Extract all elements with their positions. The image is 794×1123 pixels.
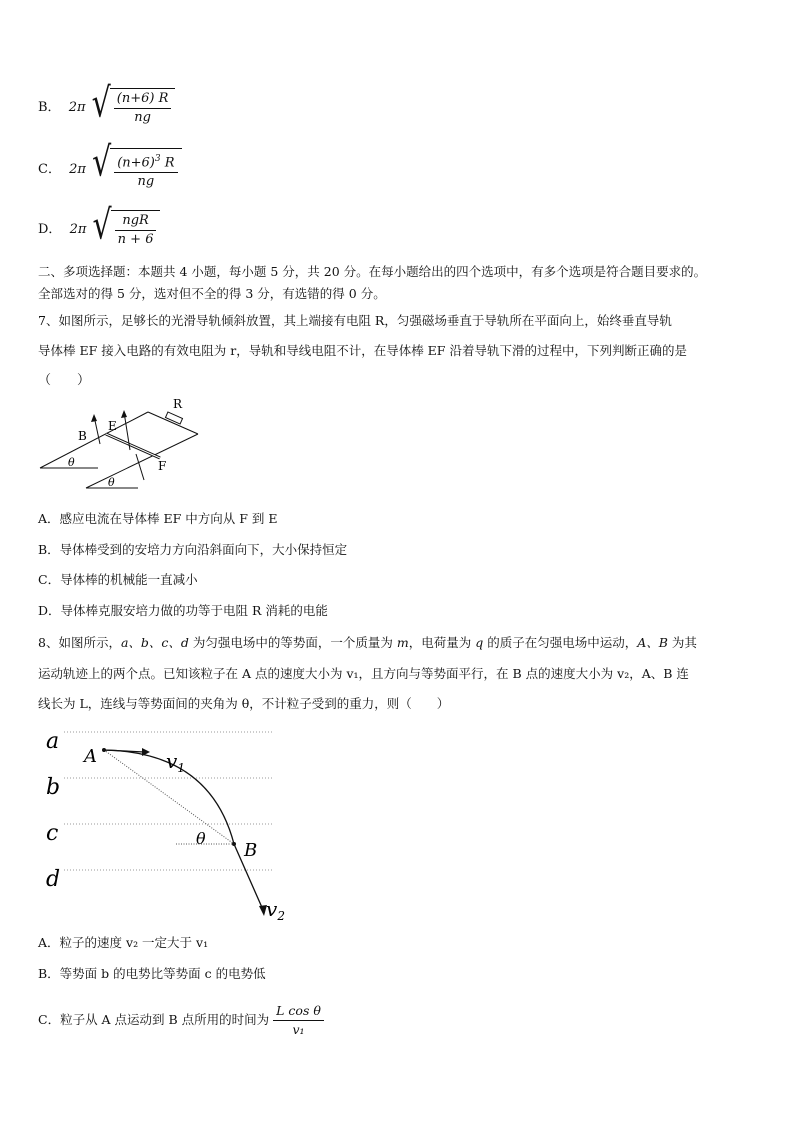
equipotential-figure bbox=[40, 724, 300, 922]
plane-label-d: d bbox=[46, 867, 61, 892]
section-heading-line2: 全部选对的得 5 分，选对但不全的得 3 分，有选错的得 0 分。 bbox=[38, 286, 386, 301]
q7-stem-line2: 导体棒 EF 接入电路的有效电阻为 r，导轨和导线电阻不计，在导体棒 EF 沿着导轨下滑的过程中，下列判断正确的是 bbox=[38, 343, 687, 358]
numerator: L cos θ bbox=[276, 1003, 321, 1018]
coefficient: 2π bbox=[69, 221, 87, 237]
numerator: $(n+6)^3$ R bbox=[117, 154, 175, 171]
denominator: ng bbox=[114, 108, 172, 127]
label-e: E bbox=[108, 419, 117, 433]
option-d-formula bbox=[38, 201, 160, 250]
fraction bbox=[114, 150, 177, 191]
q7-stem-line1: 7、如图所示，足够长的光滑导轨倾斜放置，其上端接有电阻 R，匀强磁场垂直于导轨所在平面向上，始终垂直导轨 bbox=[38, 313, 672, 328]
angle-label-1: θ bbox=[68, 456, 75, 469]
option-label: D． bbox=[38, 222, 62, 237]
point-b bbox=[232, 842, 236, 846]
q7-option-d: D．导体棒克服安培力做的功等于电阻 R 消耗的电能 bbox=[38, 603, 328, 618]
fraction bbox=[115, 212, 157, 249]
plane-label-b: b bbox=[46, 775, 61, 800]
radical-sign: √ bbox=[92, 139, 112, 187]
label-f: F bbox=[158, 459, 167, 473]
option-label: C． bbox=[38, 162, 61, 178]
q8-option-a: A．粒子的速度 v₂ 一定大于 v₁ bbox=[38, 935, 209, 950]
plane-label-c: c bbox=[46, 821, 59, 846]
q8-option-b: B．等势面 b 的电势比等势面 c 的电势低 bbox=[38, 966, 266, 981]
option-label: B． bbox=[38, 100, 61, 115]
point-a bbox=[102, 748, 106, 752]
q7-option-c: C．导体棒的机械能一直减小 bbox=[38, 572, 198, 587]
numerator: (n+6) R bbox=[116, 91, 169, 106]
label-b: B bbox=[78, 429, 87, 443]
square-root bbox=[92, 139, 181, 191]
coefficient: 2π bbox=[69, 161, 86, 177]
q8-stem-line3: 线长为 L，连线与等势面间的夹角为 θ，不计粒子受到的重力，则（ ） bbox=[38, 696, 450, 711]
section-heading-line1: 二、多项选择题：本题共 4 小题，每小题 5 分，共 20 分。在每小题给出的四个选项中，有多个选项是符合题目要求的。 bbox=[38, 264, 707, 279]
label-r: R bbox=[173, 398, 183, 411]
time-fraction bbox=[273, 1002, 324, 1039]
incline-rails-figure bbox=[38, 398, 218, 496]
rail-lower bbox=[86, 434, 198, 488]
q8-stem-line2: 运动轨迹上的两个点。已知该粒子在 A 点的速度大小为 v₁，且方向与等势面平行，在 B 点的速度大小为 v₂，A、B 连 bbox=[38, 666, 689, 681]
coefficient: 2π bbox=[68, 99, 86, 115]
angle-label-2: θ bbox=[108, 476, 115, 489]
q7-option-b: B．导体棒受到的安培力方向沿斜面向下，大小保持恒定 bbox=[38, 542, 348, 557]
option-c-formula bbox=[38, 139, 182, 191]
square-root bbox=[92, 201, 161, 250]
label-v1: $v_1$ bbox=[166, 749, 185, 775]
resistor-icon bbox=[165, 412, 182, 424]
q7-stem-line3: （ ） bbox=[38, 373, 91, 388]
q8-stem-line1: 8、如图所示，a、b、c、d 为匀强电场中的等势面，一个质量为 m，电荷量为 q 的质子在匀强电场中运动，A、B 为其 bbox=[38, 635, 697, 650]
radical-sign: √ bbox=[92, 201, 112, 250]
angle-label-theta: θ bbox=[196, 829, 206, 848]
radical-sign: √ bbox=[91, 79, 111, 128]
label-point-a: A bbox=[84, 746, 97, 767]
square-root bbox=[91, 79, 176, 128]
denominator: n + 6 bbox=[115, 230, 157, 249]
q8-option-c: C．粒子从 A 点运动到 B 点所用的时间为 $\frac{\text{L cos θ}}{\text{v₁}}$ bbox=[38, 1002, 324, 1039]
denominator: v₁ bbox=[273, 1020, 324, 1039]
denominator: ng bbox=[114, 172, 177, 191]
label-v2: $v_2$ bbox=[266, 897, 285, 922]
plane-label-a: a bbox=[46, 729, 60, 754]
label-point-b: B bbox=[244, 840, 258, 861]
q7-option-a: A．感应电流在导体棒 EF 中方向从 F 到 E bbox=[38, 511, 278, 526]
option-b-formula bbox=[38, 79, 175, 128]
fraction bbox=[114, 90, 172, 127]
numerator: ngR bbox=[122, 213, 149, 228]
